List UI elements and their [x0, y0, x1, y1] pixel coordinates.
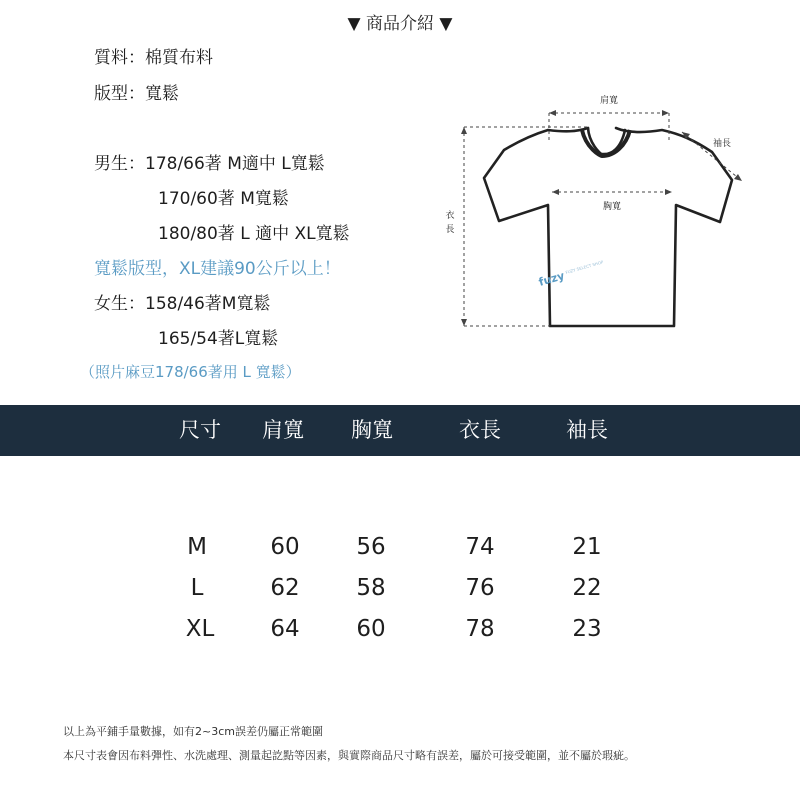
table-cell: 76 — [465, 575, 495, 601]
table-cell: 21 — [572, 534, 602, 560]
table-cell: 58 — [356, 575, 386, 601]
header-sleeve: 袖長 — [566, 418, 608, 442]
table-cell: 60 — [270, 534, 300, 560]
female-size-line-1: 女生：158/46著M寬鬆 — [94, 294, 271, 314]
sleeve-label: 袖長 — [712, 139, 732, 149]
shoulder-arrow-right — [662, 110, 669, 116]
table-cell: XL — [185, 616, 215, 642]
size-table-header — [0, 405, 800, 456]
material-text: 質料：棉質布料 — [94, 48, 213, 68]
table-cell: 60 — [356, 616, 386, 642]
table-cell: 64 — [270, 616, 300, 642]
male-size-line-1: 男生：178/66著 M適中 L寬鬆 — [94, 154, 325, 174]
length-label-2: 長 — [445, 225, 455, 235]
chest-arrow-left — [552, 189, 559, 195]
tshirt-outline — [484, 128, 732, 326]
length-arrow-top — [461, 127, 467, 134]
header-size: 尺寸 — [179, 418, 221, 442]
table-cell: 56 — [356, 534, 386, 560]
female-size-line-2: 165/54著L寬鬆 — [158, 329, 279, 349]
brand-watermark: fuzy — [537, 269, 567, 289]
tshirt-measurement-diagram — [432, 86, 752, 346]
fit-note: 寬鬆版型，XL建議90公斤以上！ — [94, 259, 341, 279]
chest-label: 胸寬 — [602, 202, 622, 212]
table-cell: 22 — [572, 575, 602, 601]
shoulder-label: 肩寬 — [599, 96, 619, 106]
length-label-1: 衣 — [445, 211, 455, 221]
header-shoulder: 肩寬 — [262, 418, 304, 442]
table-cell: 23 — [572, 616, 602, 642]
header-chest: 胸寬 — [351, 418, 393, 442]
table-cell: M — [187, 534, 207, 560]
table-cell: 62 — [270, 575, 300, 601]
table-cell: 78 — [465, 616, 495, 642]
table-cell: L — [190, 575, 204, 601]
male-size-line-2: 170/60著 M寬鬆 — [158, 189, 289, 209]
length-arrow-bottom — [461, 319, 467, 326]
section-title: ▼ 商品介紹 ▼ — [347, 14, 453, 34]
shoulder-arrow-left — [549, 110, 556, 116]
header-length: 衣長 — [459, 418, 501, 442]
body-length-guide — [464, 127, 588, 326]
fit-text: 版型：寬鬆 — [94, 84, 179, 104]
photo-model-note: （照片麻豆178/66著用 L 寬鬆） — [80, 363, 301, 381]
brand-watermark-tag: FUZY SELECT SHOP — [564, 259, 604, 275]
table-cell: 74 — [465, 534, 495, 560]
male-size-line-3: 180/80著 L 適中 XL寬鬆 — [158, 224, 350, 244]
chest-arrow-right — [665, 189, 672, 195]
footnote-disclaimer: 本尺寸表會因布料彈性、水洗處理、測量起訖點等因素，與實際商品尺寸略有誤差，屬於可接受範圍，並不屬於瑕疵。 — [63, 749, 635, 762]
footnote-measurement: 以上為平鋪手量數據，如有2~3cm誤差仍屬正常範圍 — [63, 725, 323, 738]
